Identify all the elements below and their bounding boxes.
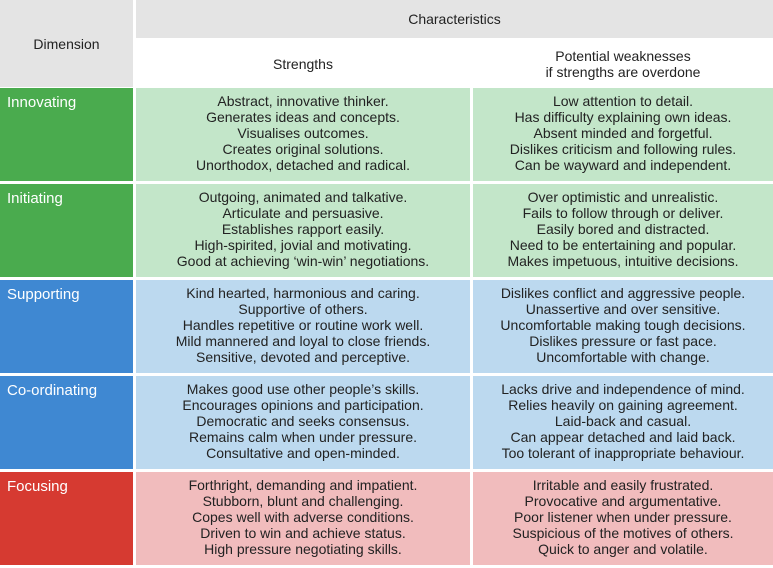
- strength-item: Makes good use other people’s skills.: [186, 381, 420, 397]
- strength-item: Democratic and seeks consensus.: [196, 413, 410, 429]
- strength-item: Unorthodox, detached and radical.: [195, 157, 411, 173]
- dimension-cell: [0, 280, 133, 373]
- weakness-item: Makes impetuous, intuitive decisions.: [507, 253, 739, 269]
- weakness-item: Dislikes criticism and following rules.: [509, 141, 737, 157]
- dimension-cell: [0, 88, 133, 181]
- weakness-item: Uncomfortable making tough decisions.: [500, 317, 746, 333]
- strengths-cell: [136, 376, 470, 469]
- strength-item: Driven to win and achieve status.: [200, 525, 406, 541]
- weaknesses-header-line2: if strengths are overdone: [545, 63, 701, 80]
- weakness-item: Need to be entertaining and popular.: [509, 237, 737, 253]
- weakness-item: Easily bored and distracted.: [536, 221, 710, 237]
- weakness-item: Irritable and easily frustrated.: [532, 477, 714, 493]
- strengths-cell: [136, 88, 470, 181]
- weaknesses-cell: [473, 88, 773, 181]
- strength-item: Creates original solutions.: [222, 141, 384, 157]
- strength-item: Kind hearted, harmonious and caring.: [186, 285, 420, 301]
- strengths-cell: [136, 472, 470, 565]
- weakness-item: Has difficulty explaining own ideas.: [514, 109, 732, 125]
- weakness-item: Over optimistic and unrealistic.: [527, 189, 719, 205]
- weaknesses-cell: [473, 280, 773, 373]
- weakness-item: Relies heavily on gaining agreement.: [508, 397, 738, 413]
- weaknesses-header-line1: Potential weaknesses: [555, 47, 691, 64]
- strength-item: High pressure negotiating skills.: [204, 541, 402, 557]
- strengths-cell: [136, 184, 470, 277]
- dimension-header: [0, 0, 133, 87]
- weakness-item: Suspicious of the motives of others.: [512, 525, 734, 541]
- dimension-cell: [0, 184, 133, 277]
- characteristics-header-label: Characteristics: [408, 11, 501, 27]
- weakness-item: Uncomfortable with change.: [536, 349, 710, 365]
- strength-item: Copes well with adverse conditions.: [192, 509, 414, 525]
- strength-item: Supportive of others.: [238, 301, 368, 317]
- strength-item: Mild mannered and loyal to close friends.: [175, 333, 431, 349]
- weakness-item: Can appear detached and laid back.: [510, 429, 736, 445]
- weakness-item: Too tolerant of inappropriate behaviour.: [501, 445, 745, 461]
- strength-item: Abstract, innovative thinker.: [217, 93, 389, 109]
- strength-item: Stubborn, blunt and challenging.: [202, 493, 404, 509]
- strength-item: Forthright, demanding and impatient.: [188, 477, 418, 493]
- strength-item: Consultative and open-minded.: [206, 445, 400, 461]
- weakness-item: Low attention to detail.: [552, 93, 694, 109]
- strength-item: Articulate and persuasive.: [222, 205, 384, 221]
- characteristics-header: [136, 0, 773, 38]
- dimension-label: Focusing: [7, 478, 68, 495]
- weakness-item: Laid-back and casual.: [554, 413, 692, 429]
- weakness-item: Can be wayward and independent.: [514, 157, 732, 173]
- strengths-cell: [136, 280, 470, 373]
- dimension-label: Supporting: [7, 286, 80, 303]
- strength-item: Generates ideas and concepts.: [206, 109, 400, 125]
- dimension-cell: [0, 472, 133, 565]
- dimension-label: Innovating: [7, 94, 77, 111]
- strength-item: Handles repetitive or routine work well.: [182, 317, 424, 333]
- weakness-item: Absent minded and forgetful.: [533, 125, 713, 141]
- dimension-header-label: Dimension: [33, 35, 100, 52]
- strength-item: High-spirited, jovial and motivating.: [194, 237, 412, 253]
- strengths-header-label: Strengths: [273, 55, 333, 72]
- dimension-label: Co-ordinating: [7, 382, 98, 399]
- strength-item: Visualises outcomes.: [237, 125, 369, 141]
- weakness-item: Fails to follow through or deliver.: [522, 205, 724, 221]
- weakness-item: Dislikes pressure or fast pace.: [529, 333, 717, 349]
- strength-item: Outgoing, animated and talkative.: [198, 189, 408, 205]
- strength-item: Sensitive, devoted and perceptive.: [195, 349, 411, 365]
- strength-item: Good at achieving ‘win-win’ negotiations.: [176, 253, 430, 269]
- strengths-header: [136, 40, 470, 87]
- weakness-item: Unassertive and over sensitive.: [525, 301, 721, 317]
- weakness-item: Lacks drive and independence of mind.: [501, 381, 745, 397]
- weakness-item: Quick to anger and volatile.: [538, 541, 708, 557]
- weakness-item: Provocative and argumentative.: [524, 493, 722, 509]
- weaknesses-cell: [473, 376, 773, 469]
- strength-item: Encourages opinions and participation.: [182, 397, 424, 413]
- weakness-item: Dislikes conflict and aggressive people.: [500, 285, 746, 301]
- strength-item: Establishes rapport easily.: [221, 221, 385, 237]
- dimension-cell: [0, 376, 133, 469]
- strength-item: Remains calm when under pressure.: [189, 429, 417, 445]
- weaknesses-cell: [473, 472, 773, 565]
- weaknesses-header: [473, 40, 773, 87]
- weaknesses-cell: [473, 184, 773, 277]
- dimension-label: Initiating: [7, 190, 63, 207]
- weakness-item: Poor listener when under pressure.: [514, 509, 732, 525]
